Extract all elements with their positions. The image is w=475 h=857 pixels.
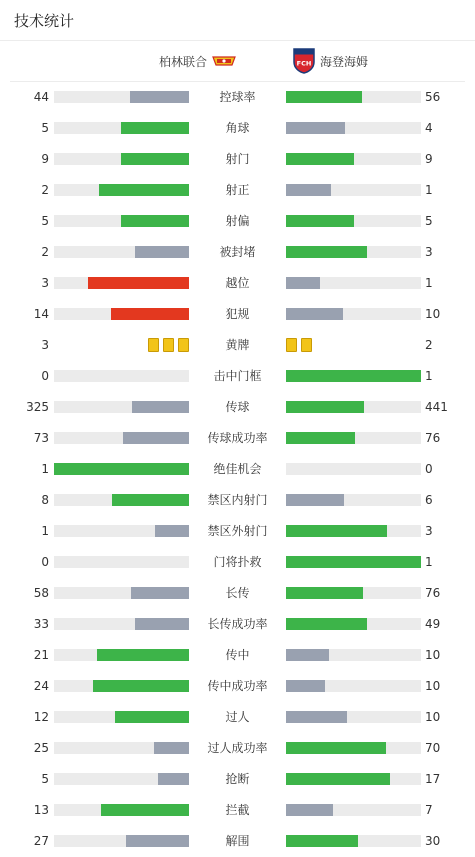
stat-row bbox=[0, 671, 475, 702]
away-stat-bar-fill bbox=[286, 153, 354, 165]
home-stat-bar bbox=[54, 308, 189, 320]
home-stat-value: 5 bbox=[41, 214, 49, 228]
stat-row bbox=[0, 268, 475, 299]
home-stat-bar bbox=[54, 587, 189, 599]
away-stat-value: 17 bbox=[425, 772, 441, 786]
home-stat-bar-fill bbox=[131, 587, 189, 599]
home-stat-bar-fill bbox=[101, 804, 189, 816]
home-stat-value: 21 bbox=[33, 648, 49, 662]
home-stat-bar bbox=[54, 91, 189, 103]
home-stat-bar bbox=[54, 370, 189, 382]
stat-label: 犯规 bbox=[225, 307, 250, 321]
stat-label: 门将扑救 bbox=[213, 555, 262, 569]
home-stat-bar bbox=[54, 742, 189, 754]
away-stat-bar bbox=[286, 556, 421, 568]
stat-label: 传中 bbox=[225, 648, 250, 662]
away-stat-bar-fill bbox=[286, 432, 355, 444]
stat-label: 射偏 bbox=[225, 214, 250, 228]
away-stat-bar bbox=[286, 618, 421, 630]
away-stat-bar-fill bbox=[286, 618, 367, 630]
stat-label: 越位 bbox=[225, 276, 250, 290]
away-stat-value: 10 bbox=[425, 710, 441, 724]
away-stat-bar bbox=[286, 122, 421, 134]
away-stat-bar bbox=[286, 184, 421, 196]
away-team[interactable] bbox=[293, 41, 368, 81]
home-stat-bar bbox=[54, 680, 189, 692]
home-stat-bar-fill bbox=[99, 184, 189, 196]
heidenheim-crest-letters: FCH bbox=[296, 59, 312, 68]
home-stat-bar-fill bbox=[97, 649, 189, 661]
away-stat-value: 30 bbox=[425, 834, 441, 848]
stat-row bbox=[0, 547, 475, 578]
away-stat-bar-fill bbox=[286, 835, 358, 847]
away-stat-bar-fill bbox=[286, 649, 329, 661]
stat-label: 禁区外射门 bbox=[207, 524, 268, 538]
away-stat-value: 76 bbox=[425, 431, 441, 445]
home-stat-value: 73 bbox=[33, 431, 49, 445]
away-stat-bar-fill bbox=[286, 246, 367, 258]
stat-label: 控球率 bbox=[219, 90, 256, 104]
away-stat-bar-fill bbox=[286, 587, 363, 599]
home-stat-value: 3 bbox=[41, 276, 49, 290]
stat-row bbox=[0, 826, 475, 857]
away-stat-bar bbox=[286, 804, 421, 816]
stat-label: 抢断 bbox=[225, 772, 250, 786]
home-stat-bar-fill bbox=[130, 91, 189, 103]
stat-label: 传球成功率 bbox=[207, 431, 268, 445]
stat-row bbox=[0, 237, 475, 268]
home-stat-value: 0 bbox=[41, 369, 49, 383]
home-stat-value: 24 bbox=[33, 679, 49, 693]
yellow-card-icon bbox=[163, 338, 174, 352]
stat-label: 禁区内射门 bbox=[207, 493, 268, 507]
away-stat-bar-fill bbox=[286, 525, 387, 537]
stats-list bbox=[0, 82, 475, 857]
yellow-card-icon bbox=[148, 338, 159, 352]
home-stat-bar bbox=[54, 494, 189, 506]
away-stat-bar bbox=[286, 680, 421, 692]
away-stat-bar bbox=[286, 525, 421, 537]
home-stat-bar-fill bbox=[158, 773, 189, 785]
away-stat-bar bbox=[286, 773, 421, 785]
away-stat-value: 1 bbox=[425, 183, 433, 197]
home-stat-value: 12 bbox=[33, 710, 49, 724]
page-header bbox=[0, 0, 475, 41]
stat-label: 射正 bbox=[225, 183, 250, 197]
home-stat-bar-fill bbox=[93, 680, 189, 692]
away-stat-bar-fill bbox=[286, 370, 421, 382]
away-stat-value: 10 bbox=[425, 307, 441, 321]
away-stat-bar bbox=[286, 153, 421, 165]
union-berlin-crest-icon bbox=[212, 55, 236, 67]
home-stat-bar-fill bbox=[123, 432, 189, 444]
away-stat-bar bbox=[286, 215, 421, 227]
away-stat-value: 2 bbox=[425, 338, 433, 352]
away-stat-value: 10 bbox=[425, 679, 441, 693]
home-stat-bar bbox=[54, 618, 189, 630]
away-stat-bar-fill bbox=[286, 556, 421, 568]
home-stat-bar bbox=[54, 525, 189, 537]
stat-row bbox=[0, 578, 475, 609]
home-stat-bar-fill bbox=[155, 525, 189, 537]
home-stat-bar-fill bbox=[88, 277, 189, 289]
stat-label: 黄牌 bbox=[225, 338, 250, 352]
stat-row bbox=[0, 144, 475, 175]
away-stat-bar bbox=[286, 308, 421, 320]
home-stat-value: 58 bbox=[33, 586, 49, 600]
page-title: 技术统计 bbox=[14, 12, 75, 30]
away-stat-value: 5 bbox=[425, 214, 433, 228]
home-stat-bar-fill bbox=[54, 463, 189, 475]
stat-label: 被封堵 bbox=[219, 245, 256, 259]
home-yellow-cards bbox=[148, 338, 189, 352]
home-stat-bar bbox=[54, 277, 189, 289]
home-stat-bar bbox=[54, 246, 189, 258]
home-stat-value: 14 bbox=[33, 307, 49, 321]
home-stat-value: 1 bbox=[41, 462, 49, 476]
yellow-card-icon bbox=[286, 338, 297, 352]
home-stat-value: 13 bbox=[33, 803, 49, 817]
home-stat-value: 5 bbox=[41, 121, 49, 135]
home-stat-bar bbox=[54, 773, 189, 785]
home-stat-bar bbox=[54, 463, 189, 475]
home-stat-bar-fill bbox=[115, 711, 189, 723]
home-stat-bar-fill bbox=[121, 122, 189, 134]
away-stat-bar bbox=[286, 494, 421, 506]
away-stat-bar bbox=[286, 91, 421, 103]
stat-row bbox=[0, 485, 475, 516]
home-stat-bar bbox=[54, 184, 189, 196]
stat-label: 过人 bbox=[225, 710, 250, 724]
home-stat-bar-fill bbox=[154, 742, 189, 754]
home-stat-bar bbox=[54, 153, 189, 165]
home-stat-value: 25 bbox=[33, 741, 49, 755]
away-stat-bar bbox=[286, 432, 421, 444]
stat-row bbox=[0, 795, 475, 826]
away-stat-value: 7 bbox=[425, 803, 433, 817]
home-stat-bar bbox=[54, 835, 189, 847]
home-stat-bar bbox=[54, 401, 189, 413]
home-stat-value: 3 bbox=[41, 338, 49, 352]
away-stat-value: 1 bbox=[425, 276, 433, 290]
home-stat-value: 2 bbox=[41, 245, 49, 259]
home-team-name: 柏林联合 bbox=[158, 54, 207, 69]
stat-row bbox=[0, 454, 475, 485]
stat-row bbox=[0, 175, 475, 206]
away-stat-bar bbox=[286, 246, 421, 258]
away-stat-bar-fill bbox=[286, 401, 364, 413]
away-stat-value: 70 bbox=[425, 741, 441, 755]
away-stat-bar bbox=[286, 587, 421, 599]
home-stat-bar-fill bbox=[132, 401, 189, 413]
stat-row bbox=[0, 82, 475, 113]
stat-label: 击中门框 bbox=[213, 369, 262, 383]
home-stat-bar bbox=[54, 215, 189, 227]
away-stat-bar bbox=[286, 835, 421, 847]
home-stat-value: 44 bbox=[33, 90, 49, 104]
home-stat-bar bbox=[54, 804, 189, 816]
heidenheim-crest-icon bbox=[293, 48, 315, 74]
stat-label: 绝佳机会 bbox=[213, 462, 262, 476]
home-stat-bar bbox=[54, 432, 189, 444]
stat-label: 射门 bbox=[225, 152, 250, 166]
away-stat-value: 1 bbox=[425, 369, 433, 383]
away-stat-value: 3 bbox=[425, 245, 433, 259]
teams-header bbox=[10, 41, 465, 82]
home-stat-bar bbox=[54, 122, 189, 134]
stat-row bbox=[0, 392, 475, 423]
away-stat-bar-fill bbox=[286, 711, 347, 723]
home-stat-bar-fill bbox=[126, 835, 189, 847]
stat-row bbox=[0, 516, 475, 547]
stat-label: 长传 bbox=[225, 586, 250, 600]
away-stat-bar bbox=[286, 742, 421, 754]
away-stat-bar bbox=[286, 711, 421, 723]
away-stat-bar bbox=[286, 463, 421, 475]
stat-label: 解围 bbox=[225, 834, 250, 848]
away-stat-bar-fill bbox=[286, 680, 325, 692]
home-stat-value: 2 bbox=[41, 183, 49, 197]
stat-row bbox=[0, 702, 475, 733]
stat-row bbox=[0, 609, 475, 640]
away-stat-bar-fill bbox=[286, 308, 343, 320]
home-stat-bar-fill bbox=[111, 308, 189, 320]
away-stat-value: 4 bbox=[425, 121, 433, 135]
stat-row bbox=[0, 733, 475, 764]
stat-label: 长传成功率 bbox=[207, 617, 268, 631]
home-stat-bar bbox=[54, 556, 189, 568]
stat-row bbox=[0, 423, 475, 454]
away-stat-bar-fill bbox=[286, 277, 320, 289]
away-stat-bar-fill bbox=[286, 215, 354, 227]
stat-label: 传球 bbox=[225, 400, 250, 414]
stat-row bbox=[0, 640, 475, 671]
yellow-card-icon bbox=[178, 338, 189, 352]
away-stat-bar-fill bbox=[286, 804, 333, 816]
home-stat-bar bbox=[54, 711, 189, 723]
stat-label: 传中成功率 bbox=[207, 679, 268, 693]
away-stat-value: 441 bbox=[425, 400, 448, 414]
away-stat-value: 3 bbox=[425, 524, 433, 538]
stat-row bbox=[0, 764, 475, 795]
away-stat-value: 56 bbox=[425, 90, 441, 104]
stat-row bbox=[0, 361, 475, 392]
stat-row bbox=[0, 299, 475, 330]
away-stat-value: 76 bbox=[425, 586, 441, 600]
away-stat-value: 0 bbox=[425, 462, 433, 476]
away-stat-value: 10 bbox=[425, 648, 441, 662]
home-stat-bar-fill bbox=[135, 618, 189, 630]
home-stat-bar-fill bbox=[112, 494, 189, 506]
stat-row bbox=[0, 206, 475, 237]
away-stat-bar bbox=[286, 370, 421, 382]
away-yellow-cards bbox=[286, 338, 312, 352]
home-stat-value: 9 bbox=[41, 152, 49, 166]
home-stat-bar-fill bbox=[135, 246, 189, 258]
home-stat-value: 27 bbox=[33, 834, 49, 848]
away-stat-value: 6 bbox=[425, 493, 433, 507]
away-stat-value: 49 bbox=[425, 617, 441, 631]
home-stat-value: 5 bbox=[41, 772, 49, 786]
yellow-card-icon bbox=[301, 338, 312, 352]
home-stat-value: 325 bbox=[26, 400, 49, 414]
stat-row bbox=[0, 330, 475, 361]
stat-label: 角球 bbox=[225, 121, 250, 135]
home-stat-value: 8 bbox=[41, 493, 49, 507]
away-stat-bar-fill bbox=[286, 184, 331, 196]
home-stat-value: 33 bbox=[33, 617, 49, 631]
away-stat-bar-fill bbox=[286, 742, 386, 754]
away-stat-bar-fill bbox=[286, 494, 344, 506]
home-stat-value: 1 bbox=[41, 524, 49, 538]
away-stat-bar-fill bbox=[286, 773, 390, 785]
home-stat-bar-fill bbox=[121, 215, 189, 227]
away-stat-bar bbox=[286, 277, 421, 289]
home-team[interactable] bbox=[159, 41, 236, 81]
away-stat-bar bbox=[286, 401, 421, 413]
away-stat-value: 9 bbox=[425, 152, 433, 166]
home-stat-bar-fill bbox=[121, 153, 189, 165]
away-stat-bar-fill bbox=[286, 91, 362, 103]
stat-row bbox=[0, 113, 475, 144]
away-team-name: 海登海姆 bbox=[320, 54, 369, 69]
away-stat-value: 1 bbox=[425, 555, 433, 569]
stat-label: 拦截 bbox=[225, 803, 250, 817]
home-stat-value: 0 bbox=[41, 555, 49, 569]
away-stat-bar bbox=[286, 649, 421, 661]
stat-label: 过人成功率 bbox=[207, 741, 268, 755]
away-stat-bar-fill bbox=[286, 122, 345, 134]
home-stat-bar bbox=[54, 649, 189, 661]
